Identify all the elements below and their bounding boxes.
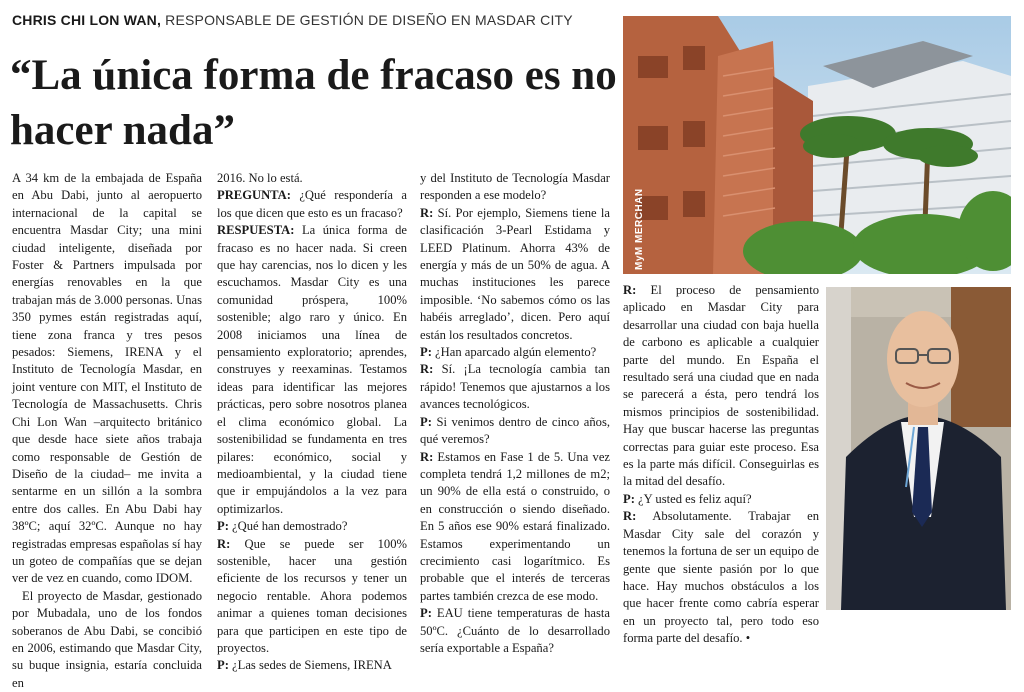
question: P: Si venimos dentro de cinco años, qué veremos? [420,414,610,447]
answer: R: Estamos en Fase 1 de 5. Una vez completa tendrá 1,2 millones de m2; un 90% de ella está o construido, o en construcción o siendo diseñado. En 5 años ese 90% estará finalizado. Estamos experimentando un crecimiento casi logarítmico. Es probable que el interés de terceras partes también crezca de ese modo. [420,449,610,603]
question: P: EAU tiene temperaturas de hasta 50ºC. ¿Cuánto de lo desarrollado sería exportable a España? [420,606,610,655]
kicker [12,12,573,28]
question: P: ¿Qué han demostrado? [217,519,348,534]
answer: R: Sí. Por ejemplo, Siemens tiene la clasificación 3-Pearl Estidama y LEED Platinum. Ahorra 43% de energía y más de un 50% de agua. A muchas instituciones les parece imposible. ‘No sabemos cómo os las habéis arreglado’, dicen. Pero aquí están los resultados concretos. [420,205,610,342]
question: P: ¿Las sedes de Siemens, IRENA [217,658,392,673]
paragraph: 2016. No lo está. [217,171,303,185]
question: P: ¿Y usted es feliz aquí? [623,491,752,506]
photo-credit: MyM MERCHAN [634,188,645,270]
interviewee-name: CHRIS CHI LON WAN, [12,12,162,28]
question: PREGUNTA: ¿Qué respondería a los que dicen que esto es un fracaso? [217,188,407,220]
portrait-photo [826,287,1011,610]
interviewee-role: RESPONSABLE DE GESTIÓN DE DISEÑO EN MASDAR CITY [165,12,573,28]
article-column-2 [217,170,407,675]
question: y del Instituto de Tecnología Masdar responden a ese modelo? [420,171,610,203]
article-column-1 [12,170,202,692]
answer: R: Que se puede ser 100% sostenible, hacer una gestión eficiente de los recursos y tener un negocio rentable. Ahora podemos animar a quienes toman decisiones para que participen en este tipo de proyectos. [217,536,407,655]
paragraph: El proyecto de Masdar, gestionado por Mubadala, uno de los fondos soberanos de Abu Dabi, se concibió en 2006, estimando que Masdar City, su buque insignia, estaría concluida en [12,588,202,690]
answer: R: El proceso de pensamiento aplicado en Masdar City para desarrollar una ciudad con baja huella de carbono es aplicable a cualquier parte del mundo. En España el resultado será una ciudad que en nada se parecerá a ésta, pero tendrá los mismos principios de sostenibilidad. Hay que buscar hacerse las preguntas correctas para guiar este proceso. Esa es la parte más difícil. Conseguirlas es la mitad del desafío. [623,283,819,489]
paragraph: A 34 km de la embajada de España en Abu Dabi, junto al aeropuerto internacional de la capital se encuentra Masdar City; una mini ciudad inteligente, diseñada por Foster & Partners impulsada por energías renovables en la que trabajan más de 3.000 personas. Unas 350 pymes están registradas aquí, tiene zona franca y tres pesos pesados: Siemens, IRENA y el Instituto de Tecnología Masdar, en joint venture con MIT, el Instituto de Tecnología de Massachusetts. Chris Chi Lon Wan –arquitecto británico que desde hace siete años trabaja como responsable de Gestión de Diseño de la ciudad– me invita a sentarme en un sillón a la sombra entre dos calles. En Abu Dabi hay 38ºC; aquí 32ºC. Aunque no hay registradas empresas españolas sí hay un goteo de compañías que se dejan ver de vez en cuando, como IDOM. [12,171,202,586]
headline: “La única forma de fracaso es no hacer nada” [10,52,617,154]
answer: R: Absolutamente. Trabajar en Masdar City sale del corazón y tenemos la fortuna de ser un equipo de gente que siente pasión por lo que hace. Hay muchos obstáculos a los que hacer frente como cabría esperar en un proyecto tal, pero todo eso forma parte del desafío. • [623,509,819,646]
answer: R: Sí. ¡La tecnología cambia tan rápido! Tenemos que ajustarnos a los avances tecnológicos. [420,362,610,412]
answer: RESPUESTA: La única forma de fracaso es no hacer nada. Si creen que hay carencias, nos lo dicen y les escuchamos. Masdar City es una comunidad próspera, 100% sostenible; algo raro y único. En 2008 iniciamos una línea de pensamiento exploratorio; aprendes, construyes y reexaminas. Testamos ideas para identificar las mejores prácticas, pero sobre nosotros planea el clima económico global. La sostenibilidad se fundamenta en tres pilares: económico, social y medioambiental, y la ciudad tiene que ir empujándolos a la vez para optimizarlos. [217,223,407,516]
question: P: ¿Han aparcado algún elemento? [420,345,597,360]
masdar-city-photo [623,16,1011,274]
article-column-3 [420,170,610,657]
article-column-4 [623,282,819,648]
